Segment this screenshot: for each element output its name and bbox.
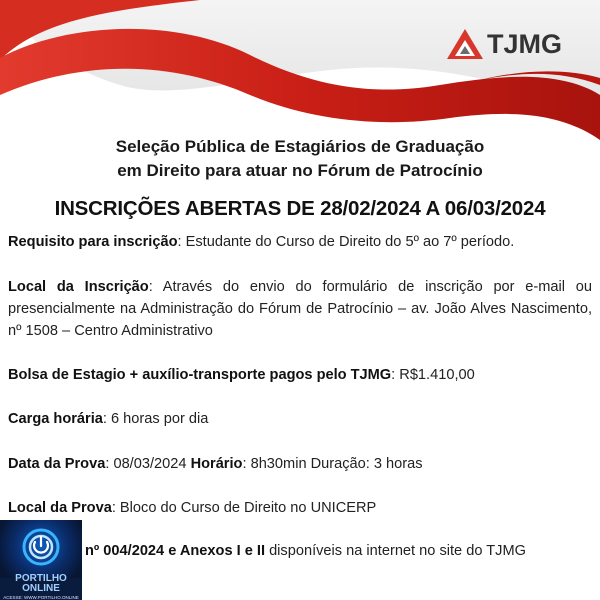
triangle-logo-icon bbox=[446, 28, 484, 60]
bolsa-label: Bolsa de Estagio + auxílio-transporte pagos pelo TJMG bbox=[8, 367, 392, 383]
header-wave bbox=[0, 0, 600, 140]
prova-date-text: : 08/03/2024 bbox=[105, 456, 191, 472]
local-prova-paragraph bbox=[8, 497, 592, 519]
subtitle-line-2: em Direito para atuar no Fórum de Patrocínio bbox=[117, 161, 483, 180]
carga-label: Carga horária bbox=[8, 411, 103, 427]
subtitle-line-1: Seleção Pública de Estagiários de Graduação bbox=[115, 137, 485, 156]
carga-paragraph bbox=[8, 408, 592, 430]
local-inscricao-label: Local da Inscrição bbox=[8, 279, 149, 295]
local-prova-text: : Bloco do Curso de Direito no UNICERP bbox=[111, 500, 377, 516]
prova-time-text: : 8h30min Duração: 3 horas bbox=[242, 456, 423, 472]
prova-time-label: Horário bbox=[190, 456, 243, 472]
local-inscricao-paragraph bbox=[8, 276, 592, 342]
logo-text: TJMG bbox=[487, 28, 563, 59]
requisito-text: : Estudante do Curso de Direito do 5º ao 7º período. bbox=[177, 234, 515, 250]
local-prova-label: Local da Prova bbox=[8, 500, 112, 516]
badge-line-2: ONLINE bbox=[22, 583, 60, 594]
prova-paragraph bbox=[8, 453, 592, 475]
carga-text: : 6 horas por dia bbox=[102, 411, 209, 427]
prova-date-label: Data da Prova bbox=[8, 456, 106, 472]
requisito-paragraph bbox=[8, 231, 592, 253]
local-inscricao-text: : Através do envio do formulário de inscrição por e-mail ou presencialmente na Administração do Fórum de Patrocínio – av. João Alves Nascimento, nº 1508 – Centro Administrativo bbox=[8, 279, 592, 339]
registration-headline: INSCRIÇÕES ABERTAS DE 28/02/2024 A 06/03/2024 bbox=[54, 197, 546, 220]
portilho-online-badge[interactable] bbox=[0, 520, 82, 600]
bolsa-text: : R$1.410,00 bbox=[391, 367, 475, 383]
badge-line-1: PORTILHO bbox=[15, 573, 67, 584]
edital-paragraph bbox=[85, 540, 592, 562]
badge-line-3: ACESSE: WWW.PORTILHO.ONLINE bbox=[3, 595, 79, 600]
requisito-label: Requisito para inscrição bbox=[8, 234, 178, 250]
selection-subtitle bbox=[0, 135, 600, 183]
bolsa-paragraph bbox=[8, 364, 592, 386]
power-icon bbox=[19, 523, 63, 573]
edital-text: disponíveis na internet no site do TJMG bbox=[265, 543, 526, 559]
edital-label: nº 004/2024 e Anexos I e II bbox=[85, 543, 266, 559]
tjmg-logo bbox=[446, 26, 562, 62]
